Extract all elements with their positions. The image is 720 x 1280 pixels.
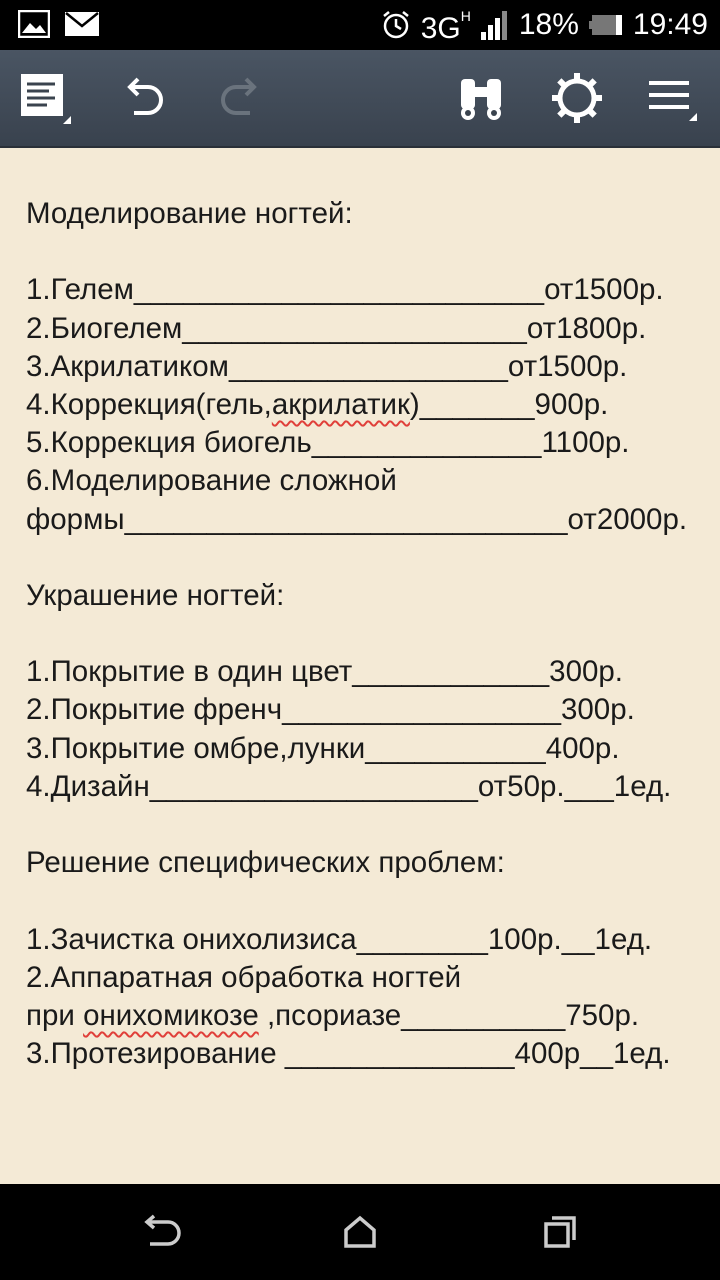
document-line: 3.Акрилатиком_________________от1500р. <box>26 349 628 383</box>
document-line <box>26 233 706 271</box>
document-line: 2.Аппаратная обработка ногтей <box>26 960 462 994</box>
document-line: 4.Дизайн____________________от50р.___1ед. <box>26 769 672 803</box>
settings-gear-icon <box>550 71 604 125</box>
document-line: Решение специфических проблем: <box>26 846 505 880</box>
document-line: 1.Покрытие в один цвет____________300р. <box>26 655 624 689</box>
document-line <box>26 539 706 577</box>
mail-notification-icon <box>64 10 100 38</box>
clock: 19:49 <box>632 8 708 41</box>
document-text[interactable] <box>26 195 706 1073</box>
back-button[interactable] <box>100 1184 220 1280</box>
home-icon <box>342 1214 378 1250</box>
misspelled-word[interactable]: онихомикозе <box>83 998 259 1032</box>
gallery-notification-icon <box>18 10 50 38</box>
document-line: Украшение ногтей: <box>26 578 285 612</box>
status-bar <box>0 0 720 50</box>
recent-apps-button[interactable] <box>500 1184 620 1280</box>
document-line: 1.Зачистка онихолизиса________100р.__1ед. <box>26 922 653 956</box>
back-icon <box>138 1214 182 1250</box>
document-line <box>26 615 706 653</box>
document-line: 2.Биогелем_____________________от1800р. <box>26 311 647 345</box>
document-line: 4.Коррекция(гель,акрилатик)_______900р. <box>26 387 609 421</box>
notification-icons <box>18 10 100 38</box>
document-line: 6.Моделирование сложной <box>26 464 397 498</box>
document-line: 1.Гелем_________________________от1500р. <box>26 273 664 307</box>
document-line <box>26 806 706 844</box>
undo-button[interactable] <box>98 50 188 146</box>
settings-button[interactable] <box>532 50 622 146</box>
undo-icon <box>118 73 168 123</box>
status-indicators <box>381 0 708 50</box>
recent-apps-icon <box>542 1214 578 1250</box>
document-line: при онихомикозе ,псориазе__________750р. <box>26 998 640 1032</box>
find-button[interactable] <box>436 50 526 146</box>
document-line <box>26 882 706 920</box>
misspelled-word[interactable]: акрилатик <box>271 387 410 421</box>
battery-percent: 18% <box>518 8 579 41</box>
document-line: 3.Покрытие омбре,лунки___________400р. <box>26 731 620 765</box>
system-navigation-bar <box>0 1184 720 1280</box>
signal-strength-icon <box>481 10 509 40</box>
document-menu-button[interactable] <box>0 50 90 146</box>
document-line: 2.Покрытие френч_________________300р. <box>26 693 635 727</box>
document-line: 3.Протезирование ______________400р__1ед. <box>26 1037 671 1071</box>
battery-icon <box>589 14 623 36</box>
network-type: $3G^H$ <box>420 7 471 45</box>
search-binoculars-icon <box>457 73 505 123</box>
overflow-menu-button[interactable] <box>628 50 718 146</box>
document-line: Моделирование ногтей: <box>26 197 353 230</box>
redo-icon <box>216 73 266 123</box>
redo-button[interactable] <box>196 50 286 146</box>
home-button[interactable] <box>300 1184 420 1280</box>
document-line: 5.Коррекция биогель______________1100р. <box>26 426 630 460</box>
overflow-menu-icon <box>647 73 699 123</box>
document-line: формы___________________________от2000р. <box>26 502 688 536</box>
editor-toolbar <box>0 50 720 148</box>
document-menu-icon <box>17 70 73 126</box>
alarm-icon <box>381 10 411 40</box>
